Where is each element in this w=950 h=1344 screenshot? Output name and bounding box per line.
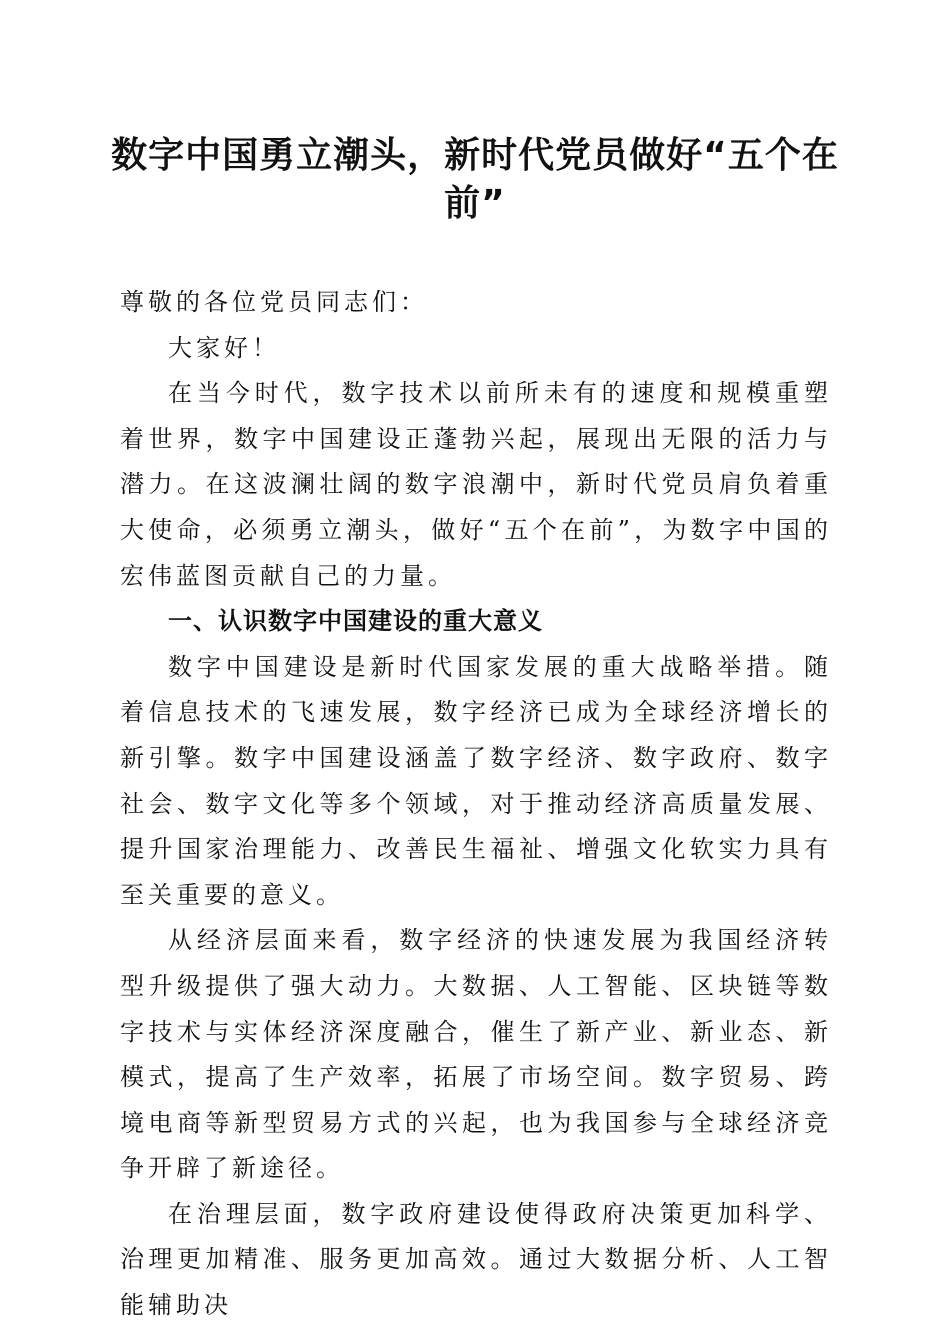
salutation: 尊敬的各位党员同志们：	[120, 288, 428, 316]
greeting: 大家好！	[168, 333, 280, 362]
paragraph: 在治理层面，数字政府建设使得政府决策更加科学、治理更加精准、服务更加高效。通过大数据分析、人工智能辅助决	[120, 1199, 832, 1320]
paragraph: 从经济层面来看，数字经济的快速发展为我国经济转型升级提供了强大动力。大数据、人工智能、区块链等数字技术与实体经济深度融合，催生了新产业、新业态、新模式，提高了生产效率，拓展了市场空间。数字贸易、跨境电商等新型贸易方式的兴起，也为我国参与全球经济竞争开辟了新途径。	[120, 926, 832, 1183]
document-body	[120, 280, 832, 1329]
intro-paragraph: 在当今时代，数字技术以前所未有的速度和规模重塑着世界，数字中国建设正蓬勃兴起，展现出无限的活力与潜力。在这波澜壮阔的数字浪潮中，新时代党员肩负着重大使命，必须勇立潮头，做好“五个在前”，为数字中国的宏伟蓝图贡献自己的力量。	[120, 379, 832, 590]
section-heading: 一、认识数字中国建设的重大意义	[168, 607, 543, 636]
document-title: 数字中国勇立潮头，新时代党员做好“五个在前”	[111, 135, 839, 224]
paragraph: 数字中国建设是新时代国家发展的重大战略举措。随着信息技术的飞速发展，数字经济已成为全球经济增长的新引擎。数字中国建设涵盖了数字经济、数字政府、数字社会、数字文化等多个领域，对于推动经济高质量发展、提升国家治理能力、改善民生福祉、增强文化软实力具有至关重要的意义。	[120, 652, 832, 909]
